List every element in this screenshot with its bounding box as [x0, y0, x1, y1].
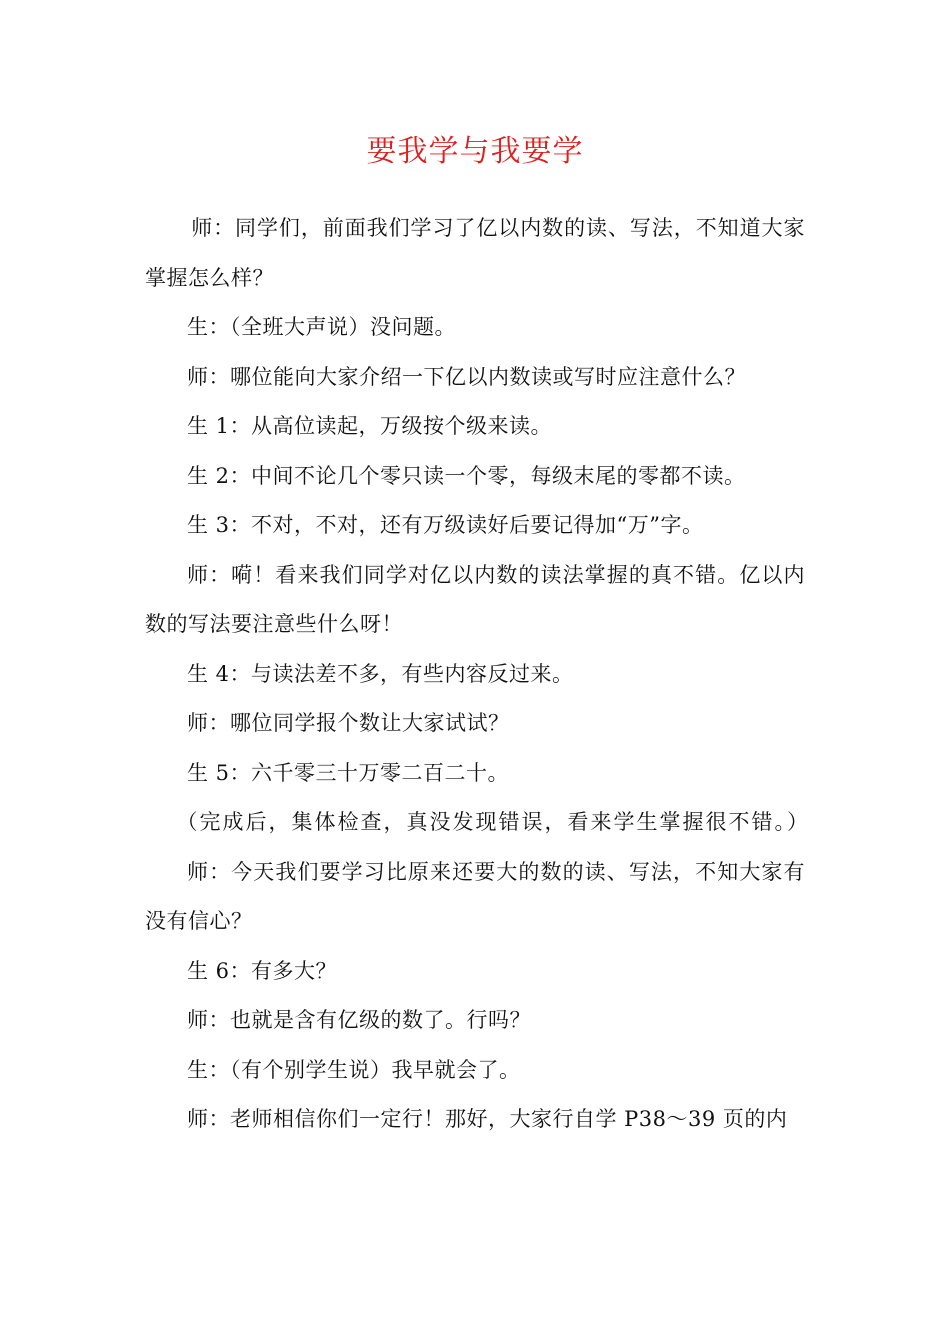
paragraph: 师：同学们，前面我们学习了亿以内数的读、写法，不知道大家掌握怎么样？ — [145, 216, 805, 290]
document-title: 要我学与我要学 — [366, 134, 584, 169]
paragraph: 生 3：不对，不对，还有万级读好后要记得加“万”字。 — [187, 513, 704, 537]
paragraph: 生 2：中间不论几个零只读一个零，每级末尾的零都不读。 — [187, 463, 746, 488]
paragraph: 生 4：与读法差不多，有些内容反过来。 — [187, 661, 574, 686]
paragraph: 生 6：有多大？ — [187, 958, 338, 983]
paragraph: 生：（全班大声说）没问题。 — [187, 315, 456, 339]
paragraph: 师：哪位同学报个数让大家试试？ — [187, 711, 510, 735]
paragraph: 师：嗬！看来我们同学对亿以内数的读法掌握的真不错。亿以内数的写法要注意些什么呀！ — [145, 562, 805, 636]
paragraph: 生 5：六千零三十万零二百二十。 — [187, 760, 510, 785]
paragraph: 师：哪位能向大家介绍一下亿以内数读或写时应注意什么？ — [187, 364, 746, 389]
paragraph: 生 1：从高位读起，万级按个级来读。 — [187, 414, 553, 438]
paragraph: 生：（有个别学生说）我早就会了。 — [187, 1057, 521, 1082]
paragraph: 师：也就是含有亿级的数了。行吗？ — [187, 1008, 531, 1032]
paragraph: （完成后，集体检查，真没发现错误，看来学生掌握很不错。） — [176, 810, 810, 834]
document-body — [145, 204, 810, 1145]
paragraph: 师：老师相信你们一定行！那好，大家行自学 P38～39 页的内 — [187, 1107, 788, 1131]
paragraph: 师：今天我们要学习比原来还要大的数的读、写法，不知大家有没有信心？ — [145, 859, 805, 933]
